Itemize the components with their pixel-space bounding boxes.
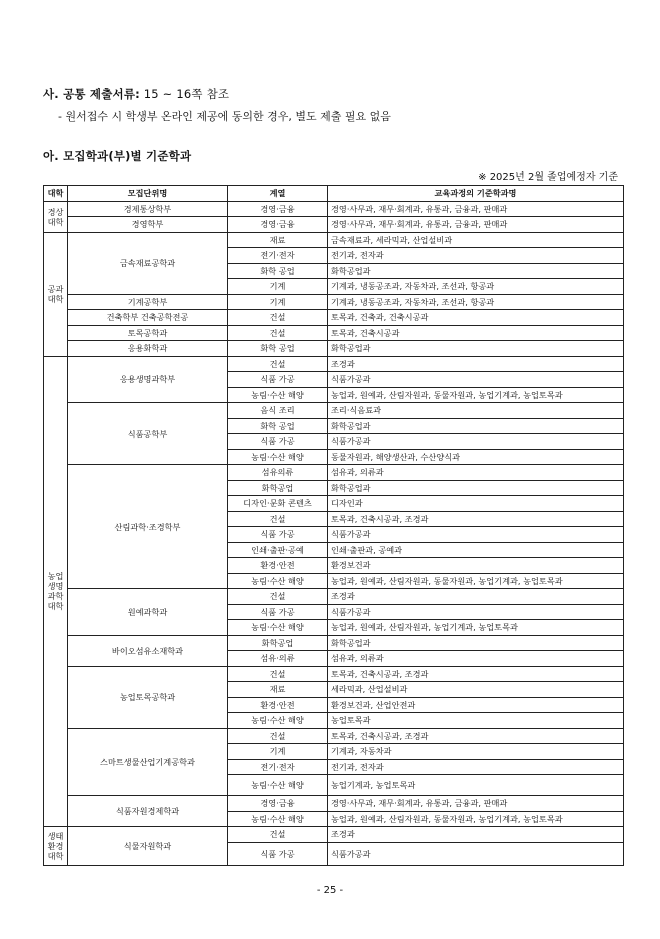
track-cell: 식품 가공 (228, 527, 328, 543)
track-cell: 경영·금융 (228, 796, 328, 812)
dept-cell: 세라믹과, 산업설비과 (328, 682, 624, 698)
dept-cell: 조경과 (328, 356, 624, 372)
dept-cell: 환경보건과 (328, 558, 624, 574)
dept-cell: 화학공업과 (328, 418, 624, 434)
dept-cell: 금속재료과, 세라믹과, 산업설비과 (328, 232, 624, 248)
unit-cell: 경영학부 (68, 217, 228, 233)
track-cell: 기계 (228, 294, 328, 310)
dept-cell: 동물자원과, 해양생산과, 수산양식과 (328, 449, 624, 465)
dept-cell: 인쇄·출판과, 공예과 (328, 542, 624, 558)
unit-cell: 바이오섬유소재학과 (68, 635, 228, 666)
track-cell: 농림·수산 해양 (228, 387, 328, 403)
track-cell: 전기·전자 (228, 248, 328, 264)
track-cell: 음식 조리 (228, 403, 328, 419)
table-row (44, 465, 624, 481)
dept-cell: 조경과 (328, 827, 624, 843)
header-unit: 모집단위명 (68, 186, 228, 202)
track-cell: 경영·금융 (228, 217, 328, 233)
table-row (44, 356, 624, 372)
unit-cell: 원예과학과 (68, 589, 228, 636)
table-row (44, 294, 624, 310)
unit-cell: 응용생명과학부 (68, 356, 228, 403)
dept-cell: 농업과, 원예과, 산림자원과, 동물자원과, 농업기계과, 농업토목과 (328, 811, 624, 827)
track-cell: 디자인·문화 콘텐츠 (228, 496, 328, 512)
dept-cell: 섬유과, 의류과 (328, 651, 624, 667)
table-row (44, 403, 624, 419)
dept-cell: 농업과, 원예과, 산림자원과, 농업기계과, 농업토목과 (328, 620, 624, 636)
track-cell: 섬유·의류 (228, 651, 328, 667)
header-college: 대학 (44, 186, 68, 202)
track-cell: 건설 (228, 827, 328, 843)
dept-cell: 기계과, 자동차과 (328, 744, 624, 760)
unit-cell: 금속재료공학과 (68, 232, 228, 294)
track-cell: 농림·수산 해양 (228, 811, 328, 827)
dept-cell: 기계과, 냉동공조과, 자동차과, 조선과, 항공과 (328, 294, 624, 310)
track-cell: 농림·수산 해양 (228, 775, 328, 796)
table-header-row (44, 186, 624, 202)
unit-cell: 농업토목공학과 (68, 666, 228, 728)
track-cell: 재료 (228, 682, 328, 698)
track-cell: 식품 가공 (228, 434, 328, 450)
dept-cell: 식품가공과 (328, 842, 624, 865)
dept-cell: 토목과, 건축시공과, 조경과 (328, 728, 624, 744)
dept-cell: 기계과, 냉동공조과, 자동차과, 조선과, 항공과 (328, 279, 624, 295)
track-cell: 재료 (228, 232, 328, 248)
track-cell: 환경·안전 (228, 697, 328, 713)
track-cell: 화학 공업 (228, 418, 328, 434)
dept-cell: 식품가공과 (328, 372, 624, 388)
header-track: 계열 (228, 186, 328, 202)
track-cell: 화학공업 (228, 480, 328, 496)
track-cell: 전기·전자 (228, 759, 328, 775)
section-sa-text: 15 ~ 16쪽 참조 (139, 87, 230, 101)
table-row (44, 217, 624, 233)
table-row (44, 232, 624, 248)
dept-cell: 전기과, 전자과 (328, 759, 624, 775)
track-cell: 환경·안전 (228, 558, 328, 574)
dept-cell: 농업토목과 (328, 713, 624, 729)
dept-cell: 전기과, 전자과 (328, 248, 624, 264)
track-cell: 농림·수산 해양 (228, 620, 328, 636)
unit-cell: 산림과학·조경학부 (68, 465, 228, 589)
dept-cell: 경영·사무과, 재무·회계과, 유통과, 금융과, 판매과 (328, 796, 624, 812)
track-cell: 기계 (228, 744, 328, 760)
unit-cell: 토목공학과 (68, 325, 228, 341)
track-cell: 농림·수산 해양 (228, 449, 328, 465)
dept-cell: 농업과, 원예과, 산림자원과, 동물자원과, 농업기계과, 농업토목과 (328, 387, 624, 403)
unit-cell: 식품자원경제학과 (68, 796, 228, 827)
track-cell: 경영·금융 (228, 201, 328, 217)
table-row (44, 827, 624, 843)
track-cell: 농림·수산 해양 (228, 573, 328, 589)
college-cell: 생태환경대학 (44, 827, 68, 866)
track-cell: 건설 (228, 310, 328, 326)
table-row (44, 325, 624, 341)
table-row (44, 589, 624, 605)
unit-cell: 스마트생물산업기계공학과 (68, 728, 228, 796)
track-cell: 건설 (228, 325, 328, 341)
table-row (44, 728, 624, 744)
track-cell: 농림·수산 해양 (228, 713, 328, 729)
basis-note: ※ 2025년 2월 졸업예정자 기준 (478, 172, 618, 183)
section-sa-heading (43, 86, 229, 102)
track-cell: 식품 가공 (228, 842, 328, 865)
track-cell: 화학 공업 (228, 341, 328, 357)
dept-cell: 디자인과 (328, 496, 624, 512)
department-table (43, 185, 624, 866)
dept-cell: 식품가공과 (328, 434, 624, 450)
dept-cell: 화학공업과 (328, 341, 624, 357)
dept-cell: 토목과, 건축시공과 (328, 325, 624, 341)
table-row (44, 310, 624, 326)
section-sa-note: - 원서접수 시 학생부 온라인 제공에 동의한 경우, 별도 제출 필요 없음 (58, 110, 391, 123)
section-a-title: 아. 모집학과(부)별 기준학과 (43, 149, 192, 163)
dept-cell: 토목과, 건축시공과, 조경과 (328, 666, 624, 682)
unit-cell: 기계공학부 (68, 294, 228, 310)
track-cell: 건설 (228, 589, 328, 605)
dept-cell: 토목과, 건축시공과, 조경과 (328, 511, 624, 527)
unit-cell: 식품공학부 (68, 403, 228, 465)
track-cell: 건설 (228, 728, 328, 744)
track-cell: 식품 가공 (228, 604, 328, 620)
dept-cell: 조리·식음료과 (328, 403, 624, 419)
dept-cell: 화학공업과 (328, 480, 624, 496)
college-cell: 공과대학 (44, 232, 68, 356)
track-cell: 기계 (228, 279, 328, 295)
dept-cell: 경영·사무과, 재무·회계과, 유통과, 금융과, 판매과 (328, 201, 624, 217)
unit-cell: 건축학부 건축공학전공 (68, 310, 228, 326)
dept-cell: 식품가공과 (328, 604, 624, 620)
dept-cell: 식품가공과 (328, 527, 624, 543)
track-cell: 식품 가공 (228, 372, 328, 388)
track-cell: 건설 (228, 666, 328, 682)
track-cell: 인쇄·출판·공예 (228, 542, 328, 558)
dept-cell: 화학공업과 (328, 635, 624, 651)
table-row (44, 796, 624, 812)
unit-cell: 경제통상학부 (68, 201, 228, 217)
section-sa-title: 사. 공통 제출서류: (43, 87, 140, 101)
track-cell: 건설 (228, 511, 328, 527)
dept-cell: 섬유과, 의류과 (328, 465, 624, 481)
table-row (44, 341, 624, 357)
table-row (44, 666, 624, 682)
dept-cell: 토목과, 건축과, 건축시공과 (328, 310, 624, 326)
dept-cell: 환경보건과, 산업안전과 (328, 697, 624, 713)
track-cell: 건설 (228, 356, 328, 372)
unit-cell: 식물자원학과 (68, 827, 228, 866)
header-dept: 교육과정의 기준학과명 (328, 186, 624, 202)
table-row (44, 201, 624, 217)
unit-cell: 응용화학과 (68, 341, 228, 357)
dept-cell: 조경과 (328, 589, 624, 605)
dept-cell: 농업기계과, 농업토목과 (328, 775, 624, 796)
track-cell: 섬유의류 (228, 465, 328, 481)
table-row (44, 635, 624, 651)
track-cell: 화학 공업 (228, 263, 328, 279)
page-number: - 25 - (316, 885, 344, 896)
dept-cell: 농업과, 원예과, 산림자원과, 동물자원과, 농업기계과, 농업토목과 (328, 573, 624, 589)
dept-cell: 화학공업과 (328, 263, 624, 279)
dept-cell: 경영·사무과, 재무·회계과, 유통과, 금융과, 판매과 (328, 217, 624, 233)
college-cell: 농업생명과학대학 (44, 356, 68, 827)
track-cell: 화학공업 (228, 635, 328, 651)
college-cell: 경상대학 (44, 201, 68, 232)
